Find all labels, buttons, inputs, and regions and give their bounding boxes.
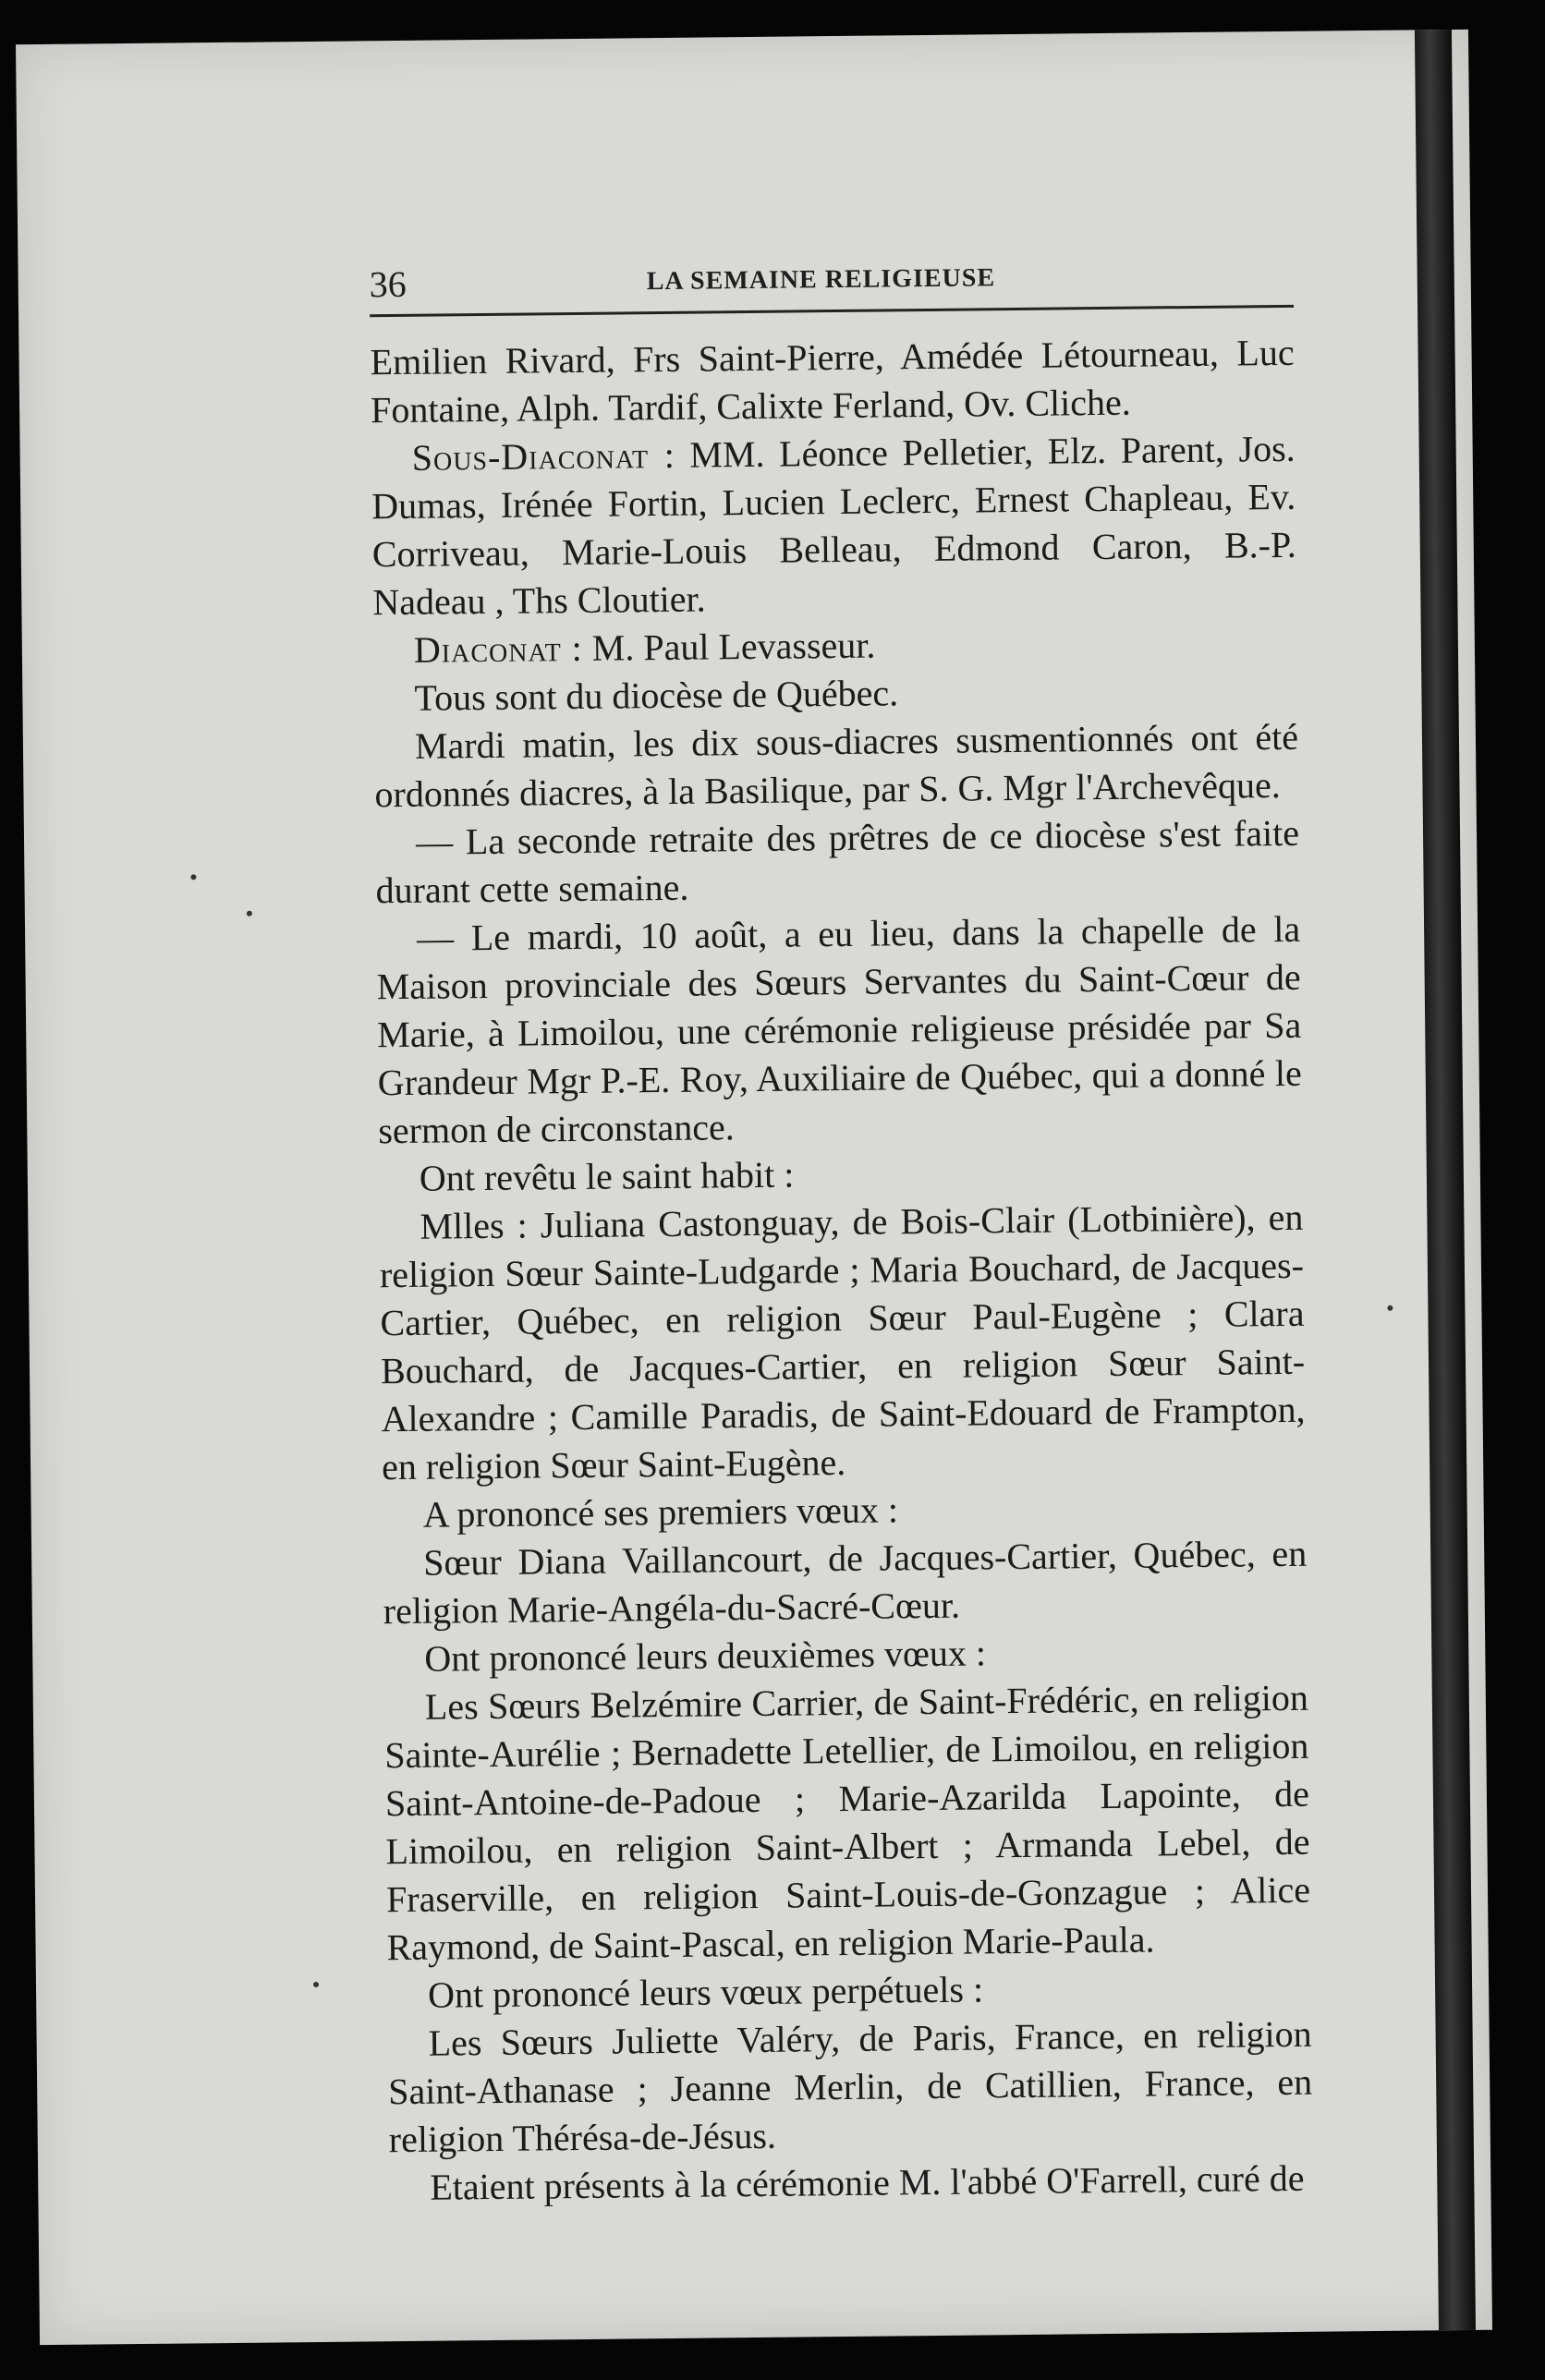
- page-number: 36: [369, 262, 407, 306]
- paragraph: Emilien Rivard, Frs Saint-Pierre, Amédée Létourneau, Luc Fontaine, Alph. Tardif, Calixte Ferland, Ov. Cliche.: [370, 331, 1295, 431]
- scan-speck: [1387, 1305, 1393, 1311]
- paragraph: Les Sœurs Belzémire Carrier, de Saint-Frédéric, en religion Sainte-Aurélie ; Bernadette Letellier, de Limoilou, en religion Saint-Antoine-de-Padoue ; Marie-Azarilda Lapointe, de Limoilou, en religion Saint-Albert ; Armanda Lebel, de Fraserville, en religion Saint-Louis-de-Gonzague ; Alice Raymond, de Saint-Pascal, en religion Marie-Paula.: [384, 1676, 1311, 1969]
- paragraph: Les Sœurs Juliette Valéry, de Paris, France, en religion Saint-Athanase ; Jeanne Merlin, de Catillien, France, en religion Thérésa-de-Jésus.: [387, 2012, 1313, 2161]
- paragraph: Sœur Diana Vaillancourt, de Jacques-Cartier, Québec, en religion Marie-Angéla-du-Sacré-Cœur.: [383, 1532, 1308, 1633]
- running-title: LA SEMAINE RELIGIEUSE: [646, 263, 996, 297]
- scan-speck: [313, 1982, 319, 1987]
- paragraph: Ont prononcé leurs deuxièmes vœux :: [424, 1632, 987, 1680]
- paragraph: Diaconat : M. Paul Levasseur.: [413, 624, 876, 671]
- paragraph: Mlles : Juliana Castonguay, de Bois-Clair (Lotbinière), en religion Sœur Sainte-Ludgarde ; Maria Bouchard, de Jacques-Cartier, Québec, en religion Sœur Paul-Eugène ; Clara Bouchard, de Jacques-Cartier, en religion Sœur Saint-Alexandre ; Camille Paradis, de Saint-Edouard de Frampton, en religion Sœur Saint-Eugène.: [379, 1196, 1306, 1488]
- book-spine: [1415, 30, 1476, 2330]
- paragraph: — Le mardi, 10 août, a eu lieu, dans la chapelle de la Maison provinciale des Sœurs Servantes du Saint-Cœur de Marie, à Limoilou, une cérémonie religieuse présidée par Sa Grandeur Mgr P.-E. Roy, Auxiliaire de Québec, qui a donné le sermon de circonstance.: [376, 907, 1302, 1152]
- page-header: [369, 253, 1294, 317]
- paragraph-lead: Sous-Diaconat :: [411, 433, 676, 479]
- paragraph-lead: Diaconat :: [413, 626, 584, 671]
- scan-speck: [247, 911, 252, 917]
- scan-speck: [190, 874, 196, 880]
- paragraph: Ont prononcé leurs vœux perpétuels :: [427, 1968, 984, 2016]
- paragraph: Tous sont du diocèse de Québec.: [414, 672, 899, 719]
- paragraph: A prononcé ses premiers vœux :: [422, 1488, 899, 1536]
- paragraph: Mardi matin, les dix sous-diacres susmentionnés ont été ordonnés diacres, à la Basilique, par S. G. Mgr l'Archevêque.: [374, 715, 1299, 816]
- body-text: [370, 329, 1313, 2212]
- paragraph: Ont revêtu le saint habit :: [419, 1153, 795, 1199]
- paragraph: Sous-Diaconat : MM. Léonce Pelletier, Elz. Parent, Jos. Dumas, Irénée Fortin, Lucien Leclerc, Ernest Chapleau, Ev. Corriveau, Marie-Louis Belleau, Edmond Caron, B.-P. Nadeau , Ths Cloutier.: [371, 427, 1296, 624]
- paragraph: — La seconde retraite des prêtres de ce diocèse s'est faite durant cette semaine.: [375, 811, 1300, 912]
- scanned-page: [16, 30, 1492, 2345]
- paragraph: Etaient présents à la cérémonie M. l'abbé O'Farrell, curé de: [430, 2156, 1305, 2208]
